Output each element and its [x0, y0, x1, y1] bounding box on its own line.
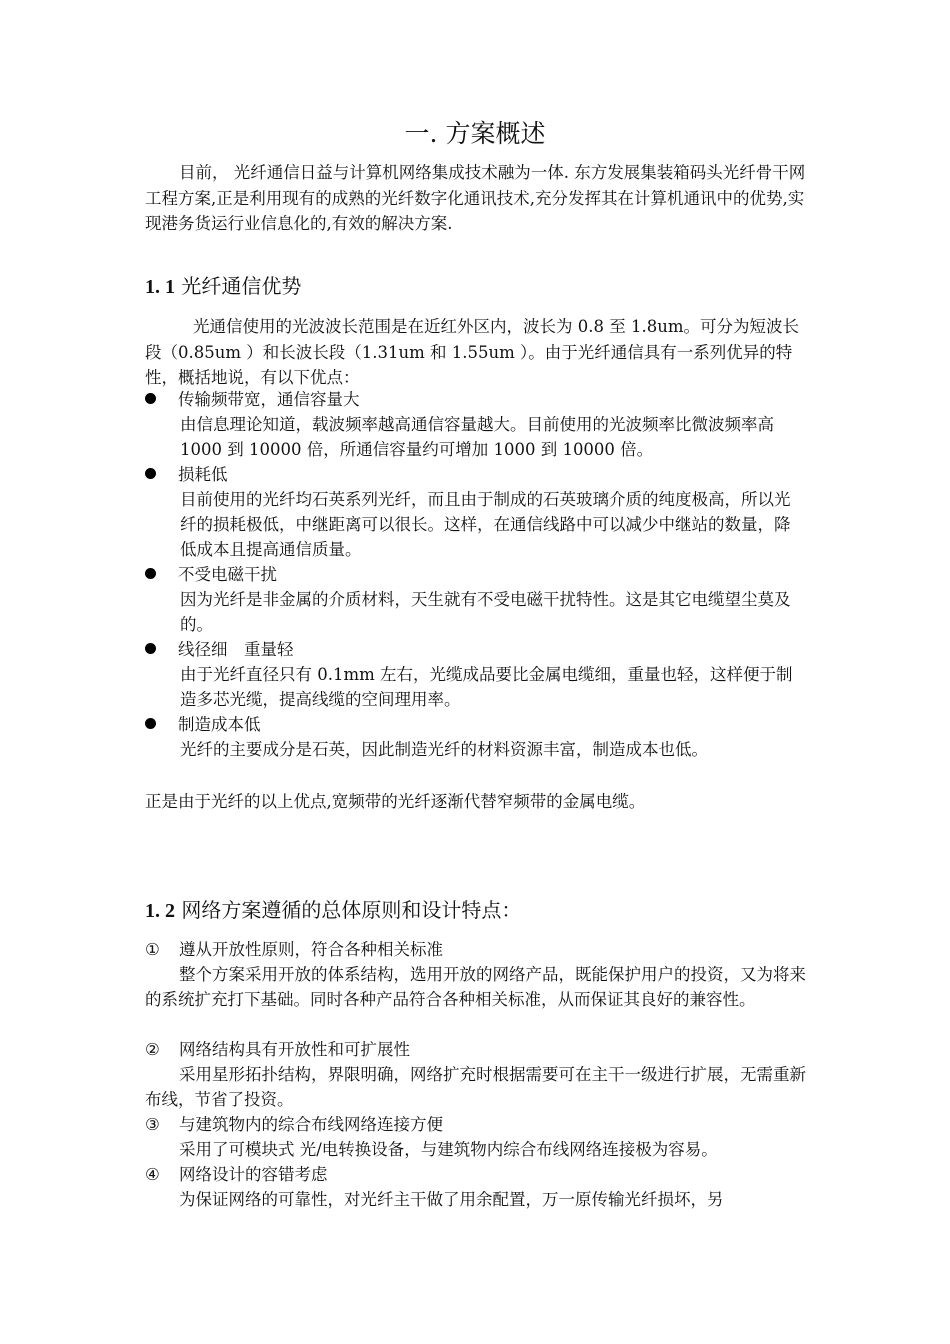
item-label: 遵从开放性原则，符合各种相关标准: [179, 940, 443, 959]
bullet-label: 线径细 重量轻: [178, 640, 294, 659]
intro-paragraph: 目前， 光纤通信日益与计算机网络集成技术融为一体. 东方发展集装箱码头光纤骨干网工程方案,正是利用现有的成熟的光纤数字化通讯技术,充分发挥其在计算机通讯中的优势,实现港务货运行业信息化的,有效的解决方案.: [145, 163, 806, 233]
item-text: 为保证网络的可靠性，对光纤主干做了用余配置，万一原传输光纤损坏，另: [179, 1190, 724, 1209]
section-intro-paragraph: 光通信使用的光波波长范围是在近红外区内，波长为 0.8 至 1.8um。可分为短波长段（0.85um ）和长波长段（1.31um 和 1.55um ）。由于光纤通信具有一系列优异的特性，概括地说，有以下优点：: [145, 317, 799, 387]
bullet-item: [145, 637, 294, 662]
item-text: 采用了可模块式 光/电转换设备，与建筑物内综合布线网络连接极为容易。: [179, 1140, 718, 1159]
bullet-item: [145, 712, 261, 737]
bullet-dot-icon: [145, 468, 156, 479]
item-number: ②: [145, 1040, 160, 1059]
section-title: 光纤通信优势: [181, 274, 302, 298]
section-heading-1-1: [145, 272, 301, 301]
item-number: ①: [145, 940, 160, 959]
bullet-dot-icon: [145, 718, 156, 729]
numbered-item: [145, 1162, 328, 1187]
conclusion-paragraph: 正是由于光纤的以上优点,宽频带的光纤逐渐代替窄频带的金属电缆。: [145, 792, 646, 811]
bullet-item: [145, 387, 360, 412]
bullet-text: 目前使用的光纤均石英系列光纤，而且由于制成的石英玻璃介质的纯度极高，所以光纤的损耗极低，中继距离可以很长。这样，在通信线路中可以减少中继站的数量，降低成本且提高通信质量。: [180, 490, 791, 559]
bullet-item: [145, 562, 277, 587]
bullet-text: 由于光纤直径只有 0.1mm 左右，光缆成品要比金属电缆细，重量也轻，这样便于制造多芯光缆，提高线缆的空间理用率。: [180, 665, 793, 709]
item-label: 与建筑物内的综合布线网络连接方便: [179, 1115, 443, 1134]
item-number: ③: [145, 1115, 160, 1134]
page-title: 一. 方案概述: [404, 119, 546, 148]
bullet-item: [145, 462, 228, 487]
section-title: 网络方案遵循的总体原则和设计特点：: [181, 898, 522, 922]
numbered-item: [145, 1112, 443, 1137]
item-text: 采用星形拓扑结构，界限明确，网络扩充时根据需要可在主干一级进行扩展，无需重新布线，节省了投资。: [145, 1065, 806, 1109]
bullet-text: 由信息理论知道，载波频率越高通信容量越大。目前使用的光波频率比微波频率高 1000 到 10000 倍，所通信容量约可增加 1000 到 10000 倍。: [180, 415, 774, 459]
bullet-label: 损耗低: [178, 465, 228, 484]
bullet-label: 不受电磁干扰: [178, 565, 277, 584]
bullet-label: 制造成本低: [178, 715, 261, 734]
item-number: ④: [145, 1165, 160, 1184]
item-label: 网络设计的容错考虑: [179, 1165, 328, 1184]
bullet-dot-icon: [145, 643, 156, 654]
bullet-label: 传输频带宽，通信容量大: [178, 390, 360, 409]
item-label: 网络结构具有开放性和可扩展性: [179, 1040, 410, 1059]
item-text: 整个方案采用开放的体系结构，选用开放的网络产品，既能保护用户的投资，又为将来的系统扩充打下基础。同时各种产品符合各种相关标准，从而保证其良好的兼容性。: [145, 965, 806, 1009]
section-number: 1. 1: [145, 276, 175, 298]
section-number: 1. 2: [145, 900, 175, 922]
bullet-text: 因为光纤是非金属的介质材料，天生就有不受电磁干扰特性。这是其它电缆望尘莫及的。: [180, 590, 791, 634]
bullet-dot-icon: [145, 393, 156, 404]
numbered-item: [145, 1037, 410, 1062]
bullet-text: 光纤的主要成分是石英，因此制造光纤的材料资源丰富，制造成本也低。: [180, 740, 708, 759]
numbered-item: [145, 937, 443, 962]
section-heading-1-2: [145, 896, 521, 925]
bullet-dot-icon: [145, 568, 156, 579]
